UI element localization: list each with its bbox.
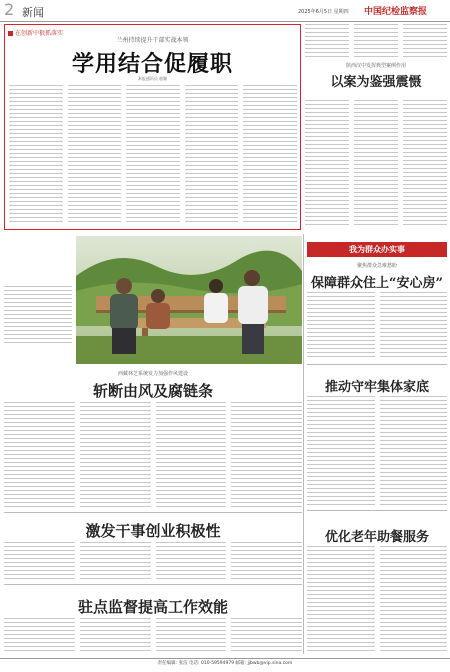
divider <box>4 584 302 585</box>
photo-image-icon <box>76 236 302 364</box>
right-article-1-headline[interactable]: 保障群众住上“安心房” <box>311 276 443 291</box>
mid-article-1-headline[interactable]: 斩断由风及腐链条 <box>92 382 213 400</box>
footer-divider <box>0 658 450 659</box>
lead-kicker: 兰州持续提升干部实战本领 <box>116 37 189 44</box>
right-top-prev-text <box>305 24 447 58</box>
section-name: 新闻 <box>22 6 44 19</box>
lead-byline: 本报通讯员 桂颖 <box>137 76 168 81</box>
news-photo <box>76 236 302 364</box>
page-number: 2 <box>4 0 15 19</box>
column-divider <box>303 234 304 654</box>
column-banner: 我为群众办实事 <box>307 242 447 257</box>
right-top-article[interactable] <box>305 24 447 230</box>
header-divider <box>0 21 450 22</box>
lead-tag: 在创新中狠抓落实 <box>8 28 63 37</box>
divider <box>307 510 447 511</box>
lead-headline[interactable]: 学用结合促履职 <box>71 51 233 77</box>
right-top-kicker: 陕西汉中发挥典型案例作用 <box>345 63 406 69</box>
mid-article-1-body <box>4 402 302 508</box>
mid-article-3-headline[interactable]: 驻点监督提高工作效能 <box>77 598 228 616</box>
right-article-1-body <box>307 292 447 360</box>
right-article-2-body <box>307 396 447 506</box>
page-header <box>0 0 450 22</box>
lead-article[interactable] <box>4 24 301 230</box>
right-article-3-body <box>307 546 447 652</box>
right-article-3-headline[interactable]: 优化老年助餐服务 <box>324 530 429 545</box>
mid-article-1-kicker: 西藏林芝系统发力加强作风建设 <box>117 371 188 377</box>
issue-date: 2025年6月5日 星期四 <box>298 9 349 15</box>
right-article-2-headline[interactable]: 推动守牢集体家底 <box>324 380 429 395</box>
lead-body-text <box>9 85 297 225</box>
mid-article-2-headline[interactable]: 激发干事创业积极性 <box>85 522 221 540</box>
right-top-body-text <box>305 100 447 228</box>
mid-article-2-body <box>4 542 302 580</box>
divider <box>4 512 302 513</box>
mid-article-3-body <box>4 618 302 654</box>
page-footer: 责任编辑: 张洁 电话: 010-59594979 邮箱: jjbwb@vip.sina.com <box>157 661 293 666</box>
divider <box>307 364 447 365</box>
photo-caption <box>4 236 72 356</box>
right-top-headline[interactable]: 以案为鉴强震慑 <box>330 75 422 90</box>
right-article-1-kicker: 聚焦群众急难愁盼 <box>356 263 397 269</box>
masthead-logo: 中国纪检监察报 <box>364 7 428 17</box>
